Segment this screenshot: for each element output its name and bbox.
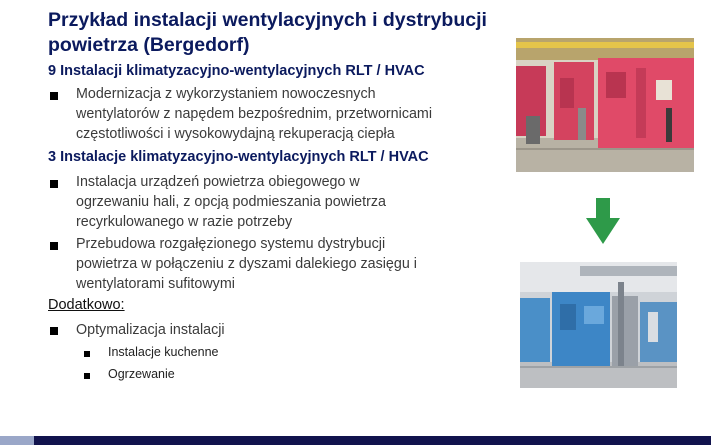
extra-label: Dodatkowo: (48, 297, 125, 313)
page-title: Przykład instalacji wentylacyjnych i dystrybucji powietrza (Bergedorf) (48, 9, 487, 56)
bullet-marker (50, 92, 58, 100)
section2-bullet-2: Przebudowa rozgałęzionego systemu dystrybucji powietrza w połączeniu z dyszami dalekiego zasięgu i wentylatorami sufitowymi (76, 236, 417, 292)
sub-bullet-marker (84, 373, 90, 379)
sub-bullet-marker (84, 351, 90, 357)
bullet-marker (50, 180, 58, 188)
section2-bullet-1: Instalacja urządzeń powietrza obiegowego w ogrzewaniu hali, z opcją podmieszania powietrza recyrkulowanego w razie potrzeby (76, 174, 386, 230)
photo-old-hvac-units (516, 38, 694, 172)
photo-new-hvac-units (520, 262, 677, 388)
arrow-down-icon (586, 198, 620, 244)
bullet-marker (50, 242, 58, 250)
bullet-marker (50, 327, 58, 335)
footer-bar (34, 436, 711, 445)
section1-heading: 9 Instalacji klimatyzacyjno-wentylacyjnych RLT / HVAC (48, 63, 425, 79)
extra-subitem-1: Instalacje kuchenne (108, 345, 219, 359)
extra-bullet: Optymalizacja instalacji (76, 322, 225, 338)
section1-bullet-1: Modernizacja z wykorzystaniem nowoczesnych wentylatorów z napędem bezpośrednim, przetwornicami częstotliwości i wysokowydajną rekuperacją ciepła (76, 86, 432, 142)
extra-subitem-2: Ogrzewanie (108, 367, 175, 381)
footer-bar-accent (0, 436, 34, 445)
section2-heading: 3 Instalacje klimatyzacyjno-wentylacyjnych RLT / HVAC (48, 149, 429, 165)
